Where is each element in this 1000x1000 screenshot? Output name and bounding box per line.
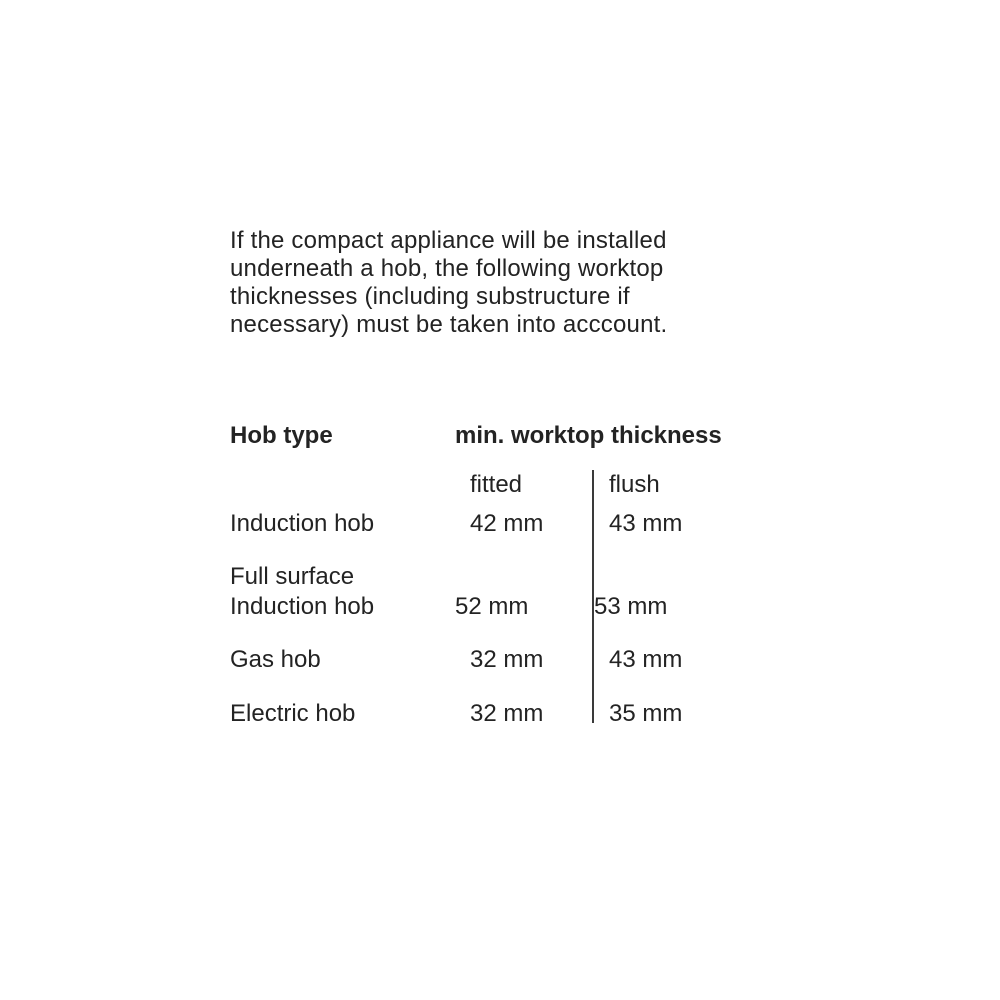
flush-value-cell: 53 mm	[594, 593, 668, 620]
fitted-subheader: fitted	[470, 471, 523, 498]
table-header-row	[230, 421, 770, 451]
hob-type-header: Hob type	[230, 422, 333, 449]
sub-header-row	[230, 470, 770, 500]
hob-type-cell: Full surface Induction hob	[230, 563, 375, 620]
flush-value-cell: 35 mm	[609, 700, 683, 727]
table-row	[230, 645, 770, 675]
intro-line: underneath a hob, the following worktop	[230, 255, 664, 282]
flush-value-cell: 43 mm	[609, 510, 683, 537]
fitted-value-cell: 32 mm	[470, 646, 544, 673]
table-row	[230, 699, 770, 729]
table-row	[230, 562, 770, 622]
fitted-value-cell: 32 mm	[470, 700, 544, 727]
column-divider-line	[592, 470, 594, 723]
table-body	[230, 470, 770, 729]
table-row	[230, 509, 770, 539]
flush-subheader: flush	[609, 471, 660, 498]
intro-line: If the compact appliance will be installed	[230, 227, 667, 254]
flush-value-cell: 43 mm	[609, 646, 683, 673]
fitted-value-cell: 52 mm	[455, 593, 529, 620]
worktop-thickness-table	[230, 421, 770, 729]
worktop-thickness-header: min. worktop thickness	[455, 422, 722, 449]
intro-line: necessary) must be taken into acccount.	[230, 311, 668, 338]
fitted-value-cell: 42 mm	[470, 510, 544, 537]
hob-type-cell: Induction hob	[230, 510, 375, 537]
hob-type-cell: Electric hob	[230, 700, 356, 727]
intro-paragraph	[230, 227, 750, 339]
hob-type-cell: Gas hob	[230, 646, 321, 673]
intro-line: thicknesses (including substructure if	[230, 283, 630, 310]
